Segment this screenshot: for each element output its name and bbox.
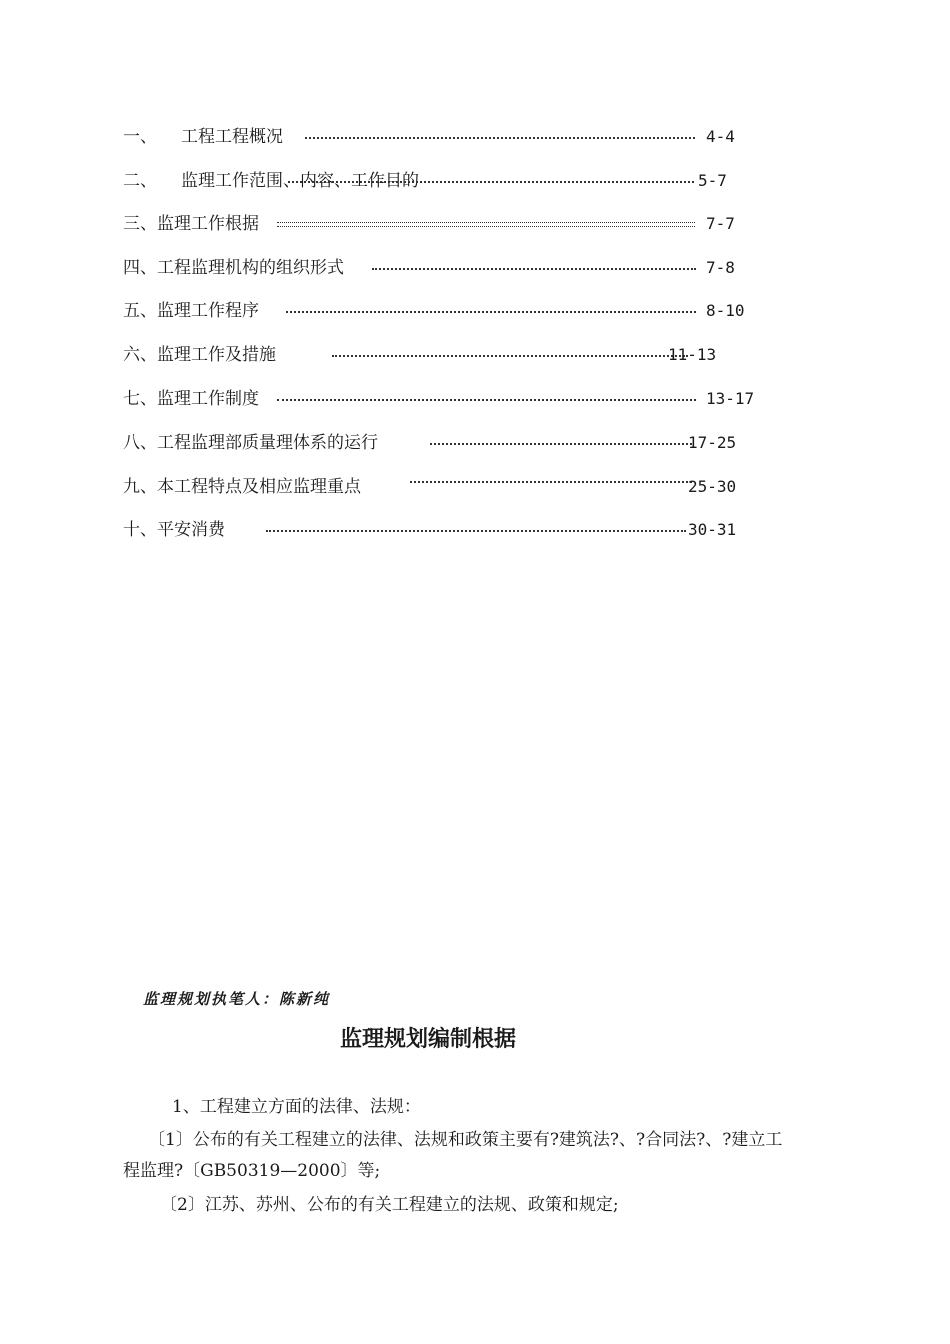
toc-number: 七、 <box>123 389 157 409</box>
toc-number: 九、 <box>123 477 157 497</box>
toc-number: 四、 <box>123 258 157 278</box>
toc-row-label <box>123 342 276 368</box>
toc-title: 平安消费 <box>157 520 225 540</box>
toc-row-10[interactable] <box>0 517 950 543</box>
toc-leader <box>372 268 696 270</box>
toc-row-label <box>123 124 283 150</box>
toc-row-9[interactable] <box>0 474 950 500</box>
toc-page-number: 7-8 <box>706 258 735 277</box>
toc-leader <box>277 222 695 227</box>
toc-row-2[interactable] <box>0 168 950 194</box>
toc-title: 监理工作范围、内容、工作目的 <box>181 171 419 191</box>
toc-page-number: 13-17 <box>706 389 755 408</box>
toc-row-5[interactable] <box>0 298 950 324</box>
toc-number: 六、 <box>123 345 157 365</box>
toc-title: 监理工作程序 <box>157 301 259 321</box>
author-line: 监理规划执笔人：陈新纯 <box>143 990 331 1008</box>
toc-title: 工程监理部质量理体系的运行 <box>157 433 378 453</box>
paragraph-3: 〔2〕江苏、苏州、公布的有关工程建立的法规、政策和规定; <box>160 1195 619 1215</box>
toc-title: 本工程特点及相应监理重点 <box>157 477 361 497</box>
toc-row-4[interactable] <box>0 255 950 281</box>
toc-number: 五、 <box>123 301 157 321</box>
toc-title: 监理工作及措施 <box>157 345 276 365</box>
toc-leader <box>305 137 695 139</box>
table-of-contents <box>0 0 950 560</box>
toc-row-6[interactable] <box>0 342 950 368</box>
toc-row-8[interactable] <box>0 430 950 456</box>
toc-row-label <box>123 386 259 412</box>
toc-page-number: 7-7 <box>706 214 735 233</box>
toc-title: 监理工作制度 <box>157 389 259 409</box>
toc-number: 一、 <box>123 127 157 147</box>
toc-row-label <box>123 517 225 543</box>
toc-number: 十、 <box>123 520 157 540</box>
toc-number: 二、 <box>123 171 157 191</box>
toc-row-label <box>123 474 361 500</box>
toc-row-7[interactable] <box>0 386 950 412</box>
toc-page-number: 8-10 <box>706 301 745 320</box>
toc-row-3[interactable] <box>0 211 950 237</box>
toc-title: 监理工作根据 <box>157 214 259 234</box>
section-title: 监理规划编制根据 <box>339 1027 516 1052</box>
toc-leader <box>266 530 686 532</box>
toc-title: 工程工程概况 <box>181 127 283 147</box>
toc-page-number: 11-13 <box>668 345 717 364</box>
toc-leader <box>410 481 692 483</box>
toc-page-number: 4-4 <box>706 127 735 146</box>
toc-row-label <box>123 211 259 237</box>
toc-leader <box>430 443 692 445</box>
toc-page-number: 30-31 <box>688 520 737 539</box>
toc-leader <box>288 181 694 183</box>
paragraph-2-line-2: 程监理?〔GB50319—2000〕等; <box>123 1161 381 1181</box>
toc-leader <box>332 355 688 357</box>
toc-leader <box>277 399 696 401</box>
paragraph-2-line-1: 〔1〕公布的有关工程建立的法律、法规和政策主要有?建筑法?、?合同法?、?建立工 <box>148 1130 783 1150</box>
toc-row-1[interactable] <box>0 124 950 150</box>
toc-leader <box>286 311 696 313</box>
toc-row-label <box>123 430 378 456</box>
toc-page-number: 5-7 <box>698 171 727 190</box>
toc-title: 工程监理机构的组织形式 <box>157 258 344 278</box>
toc-number: 三、 <box>123 214 157 234</box>
toc-row-label <box>123 298 259 324</box>
toc-page-number: 25-30 <box>688 477 737 496</box>
paragraph-1: 1、工程建立方面的法律、法规： <box>172 1097 421 1117</box>
toc-page-number: 17-25 <box>688 433 737 452</box>
toc-number: 八、 <box>123 433 157 453</box>
toc-row-label <box>123 255 344 281</box>
